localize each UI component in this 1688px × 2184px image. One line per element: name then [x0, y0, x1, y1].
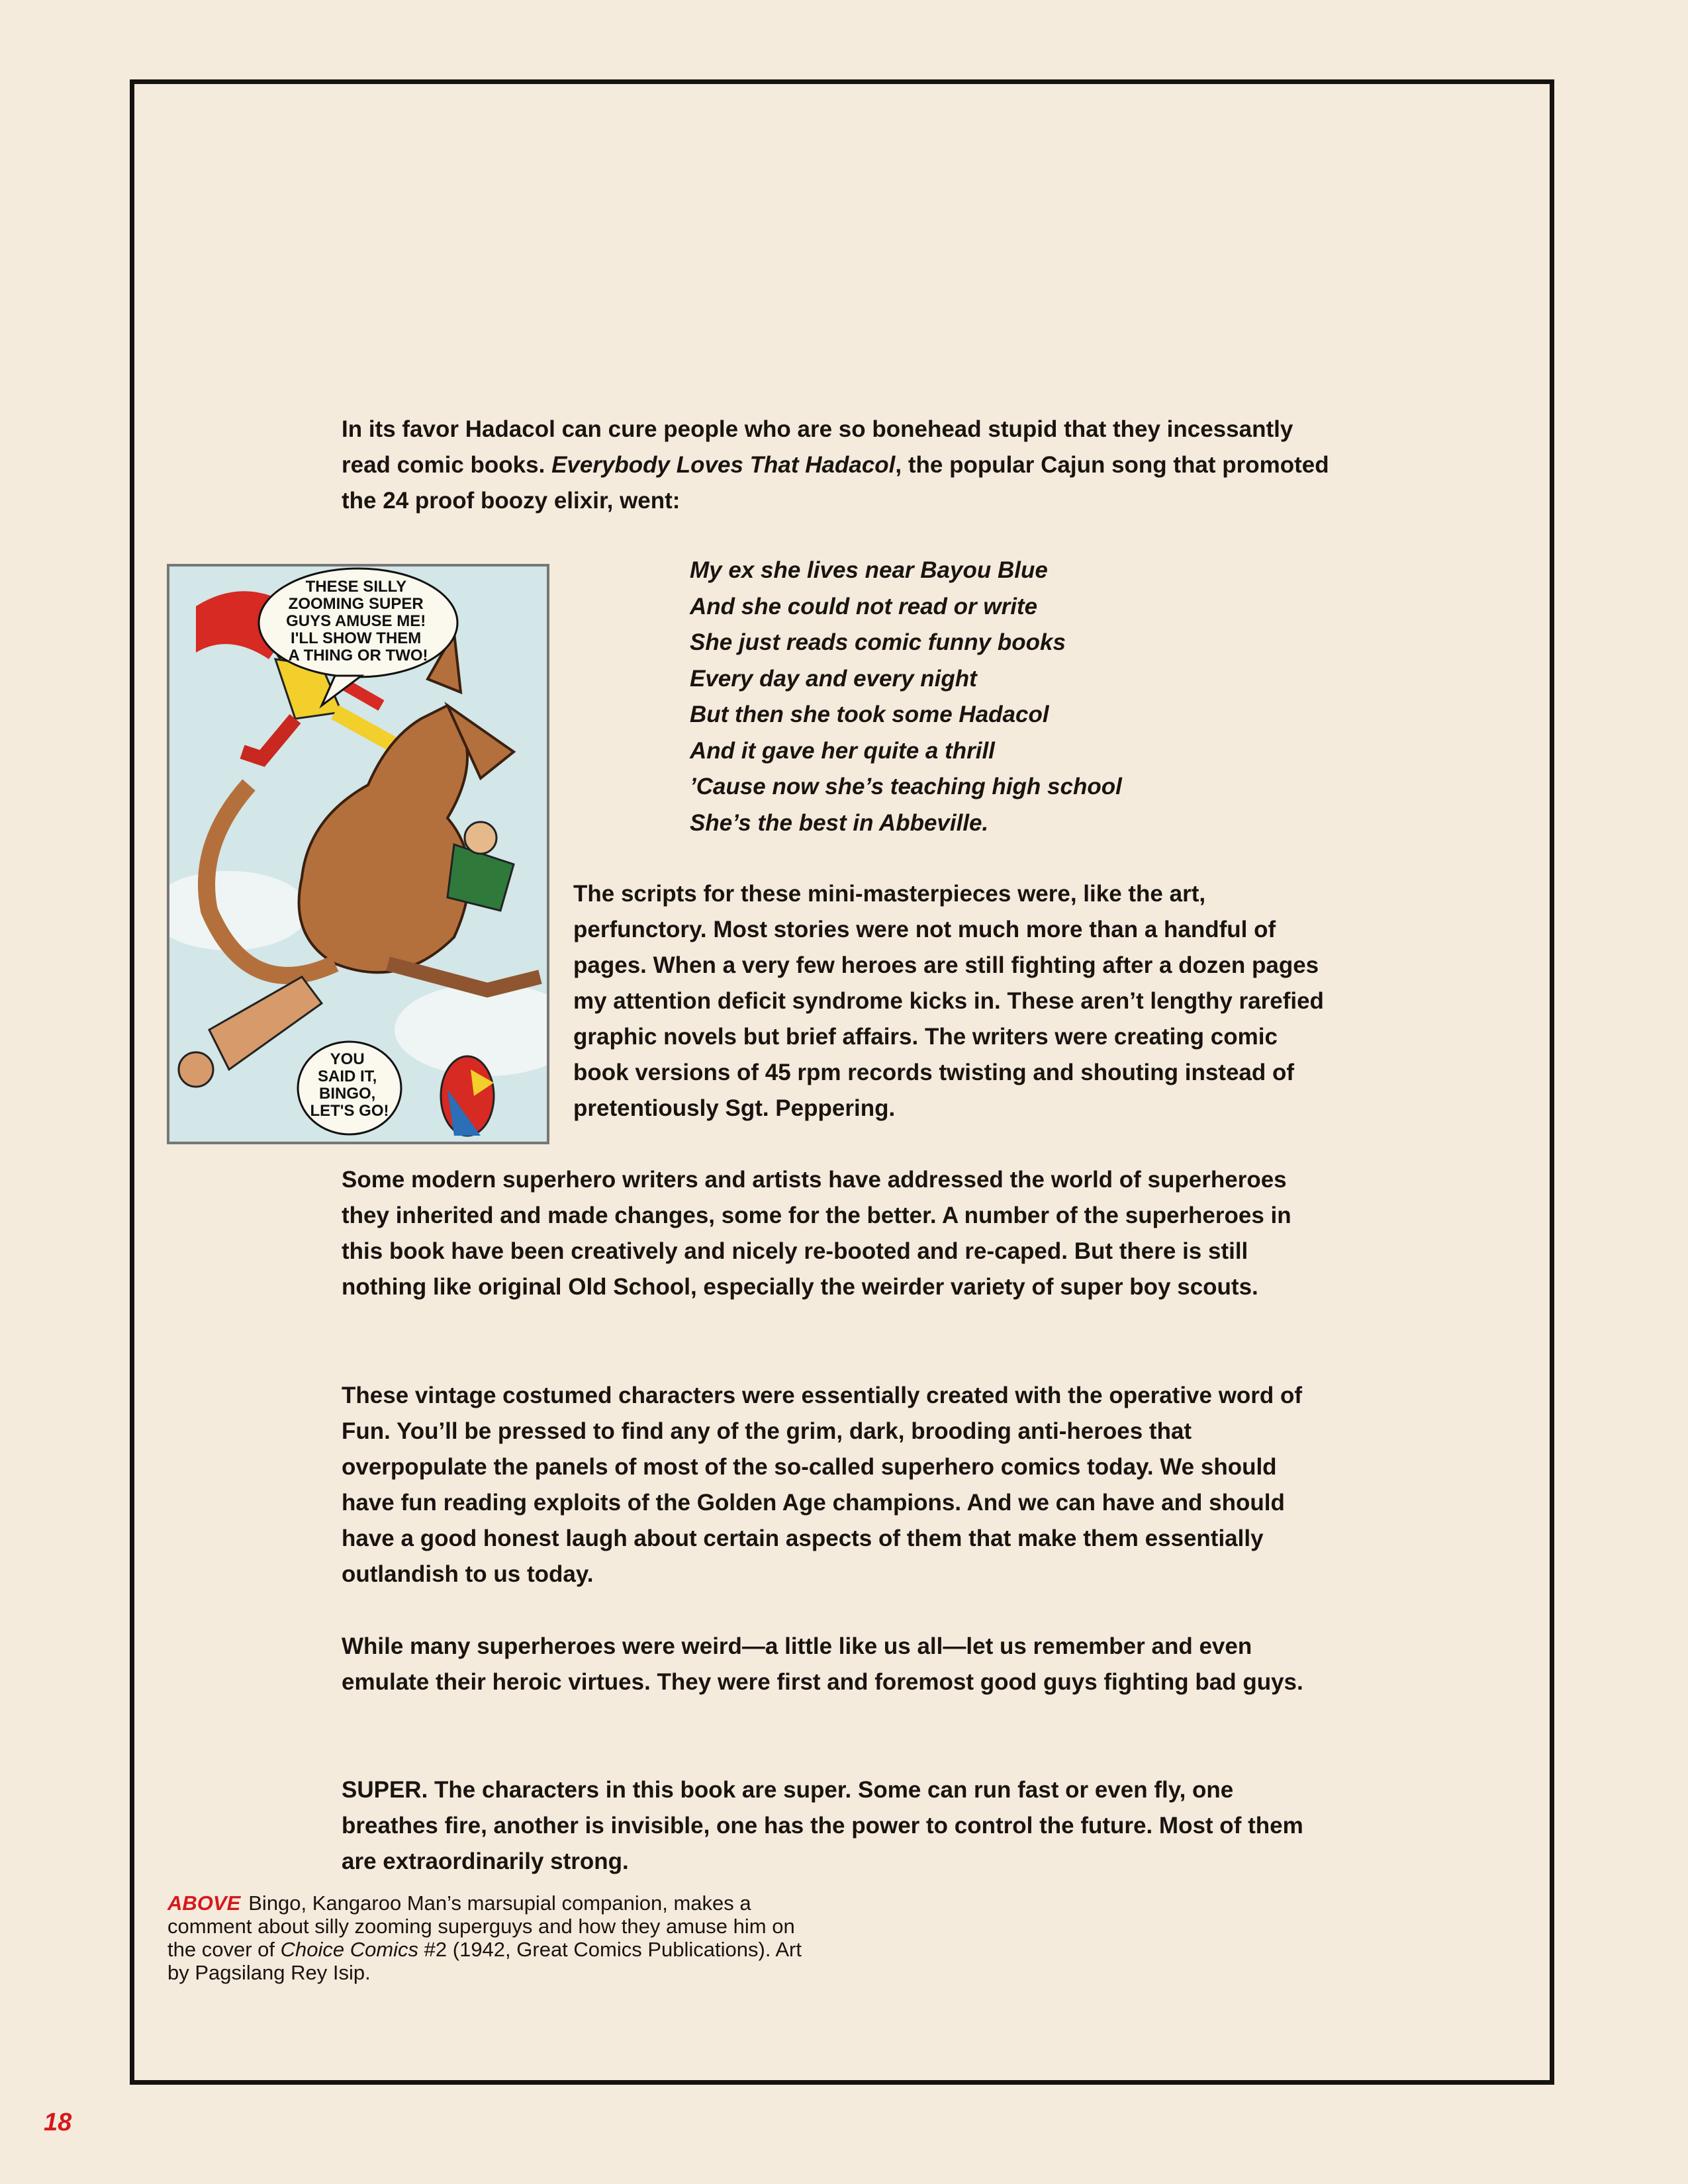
intro-text: In its favor Hadacol can cure people who are so bonehead stupid that they incessantly read comic books. — [342, 416, 1293, 478]
lyric-line: My ex she lives near Bayou Blue — [690, 557, 1048, 583]
caption-text: Bingo, Kangaroo Man’s marsupial companion, makes a comment about silly zooming superguys and how they amuse him on the cover of — [167, 1891, 795, 1961]
lyric-line: And it gave her quite a thrill — [690, 737, 995, 764]
paragraph-scripts: The scripts for these mini-masterpieces were, like the art, perfunctory. Most stories were not much more than a handful of pages. When a very few heroes are still fighting after a dozen pages my attention deficit syndrome kicks in. These aren’t lengthy rarefied graphic novels but brief affairs. The writers were creating comic book versions of 45 rpm records twisting and shouting instead of pretentiously Sgt. Peppering. — [573, 881, 1324, 1121]
image-caption — [167, 1891, 816, 1984]
paragraph-modern-writers: Some modern superhero writers and artists have addressed the world of superheroes they inherited and made changes, some for the better. A number of the superheroes in this book have been creatively and nicely re-booted and re-caped. But there is still nothing like original Old School, especially the weirder variety of super boy scouts. — [342, 1167, 1291, 1300]
paragraph-super: SUPER. The characters in this book are super. Some can run fast or even fly, one breathes fire, another is invisible, one has the power to control the future. Most of them are extraordinarily strong. — [342, 1777, 1303, 1874]
lyric-line: ’Cause now she’s teaching high school — [690, 774, 1122, 799]
caption-text-end: #2 (1942, Great Comics Publications). Art by Pagsilang Rey Isip. — [167, 1938, 802, 1984]
intro-paragraph — [342, 412, 1335, 519]
page-number: 18 — [44, 2109, 72, 2136]
lyric-line: She just reads comic funny books — [690, 629, 1066, 655]
paragraph-weird-heroes: While many superheroes were weird—a little like us all—let us remember and even emulate their heroic virtues. They were first and foremost good guys fighting bad guys. — [342, 1633, 1303, 1695]
paragraph-vintage-characters: These vintage costumed characters were essentially created with the operative word of Fun. You’ll be pressed to find any of the grim, dark, brooding anti-heroes that overpopulate the panels of most of the so-called superhero comics today. We should have fun reading exploits of the Golden Age champions. And we can have and should have a good honest laugh about certain aspects of them that make them essentially outlandish to us today. — [342, 1383, 1303, 1587]
lyric-line: Every day and every night — [690, 665, 977, 692]
caption-title: Choice Comics — [280, 1938, 419, 1961]
lyric-line: She’s the best in Abbeville. — [690, 809, 989, 836]
song-title: Everybody Loves That Hadacol — [551, 452, 896, 478]
intro-text-end: , the popular Cajun song that promoted the 24 proof boozy elixir, went: — [342, 452, 1329, 514]
bubble-bottom-text: YOU SAID IT, BINGO, LET'S GO! — [310, 1050, 389, 1120]
bubble-top-text: THESE SILLY ZOOMING SUPER GUYS AMUSE ME! I'LL SHOW THEM A THING OR TWO! — [286, 578, 428, 664]
lyric-line: And she could not read or write — [690, 593, 1038, 619]
song-lyrics — [690, 553, 1122, 841]
lyric-line: But then she took some Hadacol — [690, 702, 1049, 727]
caption-lead: ABOVE — [167, 1891, 241, 1915]
comic-panel-illustration — [167, 564, 549, 1144]
